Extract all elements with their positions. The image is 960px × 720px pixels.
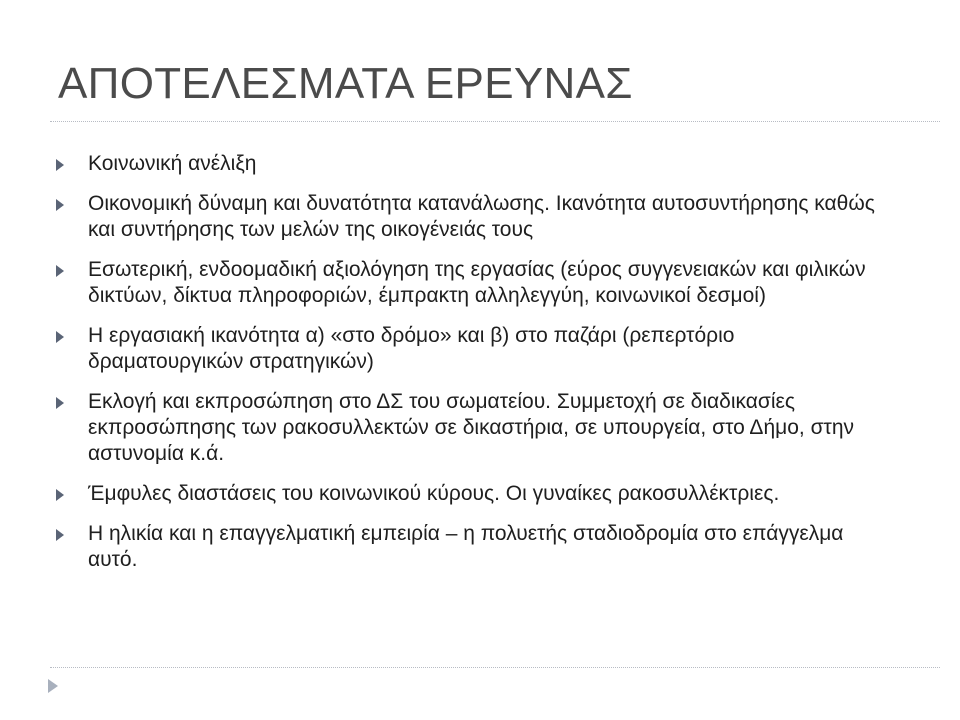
- bullet-text: Εκλογή και εκπροσώπηση στο ΔΣ του σωματείου. Συμμετοχή σε διαδικασίες εκπροσώπησης των ρακοσυλλεκτών σε δικαστήρια, σε υπουργεία, στο Δήμο, στην αστυνομία κ.ά.: [88, 390, 855, 465]
- footer-divider: [50, 667, 940, 668]
- triangle-right-icon: [48, 679, 58, 693]
- slide-title: ΑΠΟΤΕΛΕΣΜΑΤΑ ΕΡΕΥΝΑΣ: [58, 59, 633, 108]
- bullet-text: Έμφυλες διαστάσεις του κοινωνικού κύρους. Οι γυναίκες ρακοσυλλέκτριες.: [88, 482, 780, 505]
- bullet-item: [56, 389, 876, 467]
- triangle-right-icon: [56, 265, 64, 277]
- bullet-item: [56, 323, 876, 375]
- triangle-right-icon: [56, 199, 64, 211]
- bullet-list: [56, 151, 876, 587]
- bullet-text: Οικονομική δύναμη και δυνατότητα κατανάλωσης. Ικανότητα αυτοσυντήρησης καθώς και συντήρησης των μελών της οικογένειάς τους: [88, 192, 875, 241]
- bullet-text: Η ηλικία και η επαγγελματική εμπειρία – η πολυετής σταδιοδρομία στο επάγγελμα αυτό.: [88, 522, 844, 571]
- triangle-right-icon: [56, 529, 64, 541]
- triangle-right-icon: [56, 397, 64, 409]
- bullet-item: [56, 151, 876, 177]
- bullet-item: [56, 257, 876, 309]
- bullet-text: Κοινωνική ανέλιξη: [88, 152, 257, 175]
- triangle-right-icon: [56, 489, 64, 501]
- bullet-item: [56, 481, 876, 507]
- triangle-right-icon: [56, 159, 64, 171]
- bullet-text: Εσωτερική, ενδοομαδική αξιολόγηση της εργασίας (εύρος συγγενειακών και φιλικών δικτύων, δίκτυα πληροφοριών, έμπρακτη αλληλεγγύη, κοινωνικοί δεσμοί): [88, 258, 866, 307]
- bullet-text: Η εργασιακή ικανότητα α) «στο δρόμο» και β) στο παζάρι (ρεπερτόριο δραματουργικών στρατηγικών): [88, 324, 735, 373]
- bullet-item: [56, 521, 876, 573]
- title-divider: [50, 121, 940, 122]
- triangle-right-icon: [56, 331, 64, 343]
- bullet-item: [56, 191, 876, 243]
